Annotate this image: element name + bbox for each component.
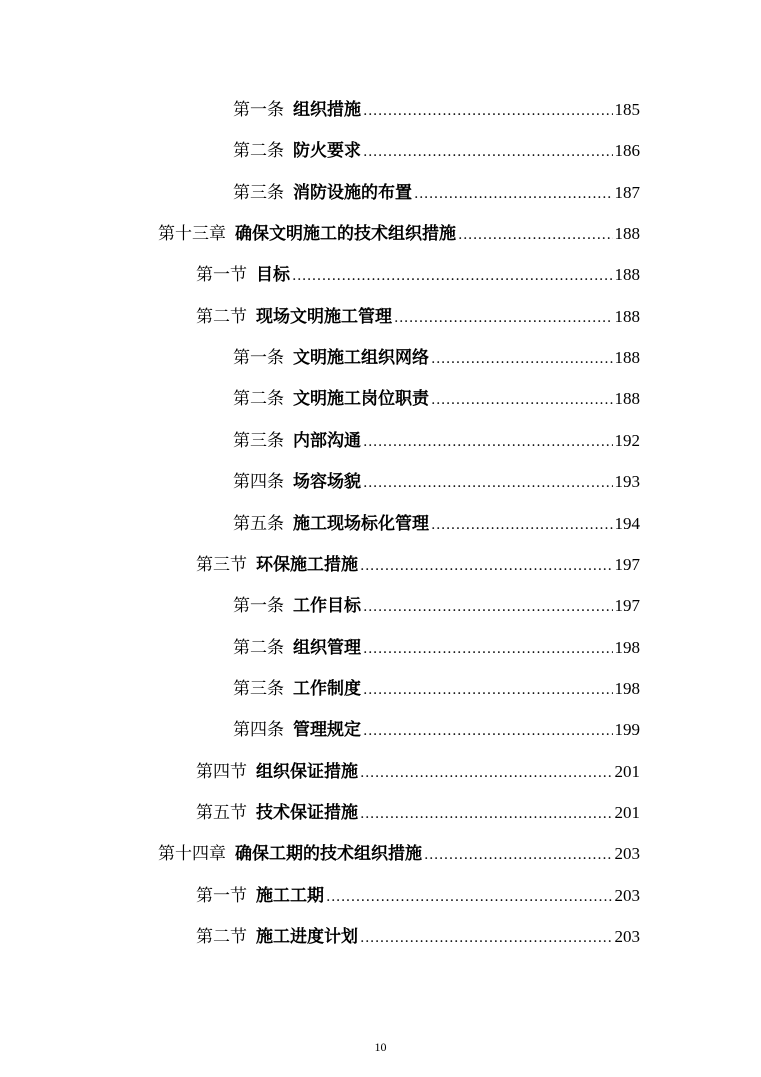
toc-dot-leader [431, 510, 613, 540]
toc-entry-title: 防火要求 [293, 141, 361, 162]
toc-entry-title: 文明施工组织网络 [293, 348, 429, 369]
toc-entry-page: 203 [614, 885, 640, 905]
toc-entry-page: 188 [614, 389, 640, 409]
toc-entry-number: 第四条 [233, 720, 284, 741]
toc-dot-leader [360, 799, 613, 829]
toc-entry-title: 技术保证措施 [256, 803, 358, 823]
toc-entry-number: 第三条 [233, 430, 284, 451]
toc-entry-number: 第一条 [233, 348, 284, 369]
toc-entry [233, 715, 640, 745]
toc-entry-title: 消防设施的布置 [293, 182, 412, 203]
toc-entry [158, 219, 640, 249]
toc-entry-page: 186 [614, 141, 640, 161]
toc-entry-title: 组织保证措施 [256, 761, 358, 782]
toc-entry-title: 文明施工岗位职责 [293, 389, 429, 410]
page-number: 10 [374, 1040, 387, 1054]
toc-entry-number: 第一节 [196, 265, 247, 286]
toc-dot-leader [326, 882, 613, 912]
toc-entry [196, 757, 640, 787]
toc-dot-leader [363, 634, 613, 664]
toc-entry-title: 施工工期 [256, 885, 324, 906]
toc-dot-leader [363, 675, 613, 705]
toc-dot-leader [360, 551, 613, 581]
toc-entry-page: 203 [614, 844, 640, 864]
toc-entry-number: 第五节 [196, 803, 247, 823]
toc-entry-page: 199 [614, 720, 640, 740]
toc-entry [196, 922, 640, 952]
toc-entry-page: 197 [614, 596, 640, 616]
toc-entry [233, 384, 640, 414]
toc-entry-number: 第二条 [233, 637, 284, 658]
toc-entry-page: 198 [614, 678, 640, 698]
toc-entry [233, 178, 640, 208]
toc-dot-leader [431, 385, 613, 415]
toc-dot-leader [458, 220, 613, 250]
toc-entry-title: 工作制度 [293, 678, 361, 699]
toc-entry-page: 194 [614, 513, 640, 533]
toc-entry-page: 192 [614, 430, 640, 450]
toc-dot-leader [363, 592, 613, 622]
toc-entry-page: 188 [614, 265, 640, 285]
toc-entry-page: 185 [614, 100, 640, 119]
toc-dot-leader [424, 840, 613, 870]
toc-entry-title: 工作目标 [293, 596, 361, 617]
toc-entry [233, 509, 640, 539]
toc-entry [233, 591, 640, 621]
toc-entry [233, 343, 640, 373]
toc-entry-number: 第四节 [196, 761, 247, 782]
toc-dot-leader [363, 96, 613, 126]
toc-entry-page: 198 [614, 637, 640, 657]
toc-entry-number: 第三节 [196, 554, 247, 575]
toc-entry-number: 第一节 [196, 885, 247, 906]
toc-entry-title: 管理规定 [293, 720, 361, 741]
toc-entry [233, 467, 640, 497]
toc-dot-leader [363, 716, 613, 746]
toc-entry [196, 798, 640, 828]
toc-entry-title: 环保施工措施 [256, 554, 358, 575]
toc-entry-number: 第十四章 [158, 844, 226, 865]
toc-entry [158, 839, 640, 869]
toc-dot-leader [360, 758, 613, 788]
toc-dot-leader [363, 427, 613, 457]
toc-entry-title: 施工现场标化管理 [293, 513, 429, 534]
toc-entry [196, 550, 640, 580]
toc-entry-number: 第十三章 [158, 224, 226, 245]
toc-entry-number: 第一条 [233, 100, 284, 120]
toc-dot-leader [360, 923, 613, 953]
toc-entry-title: 确保文明施工的技术组织措施 [235, 224, 456, 245]
toc-entry-title: 组织措施 [293, 100, 361, 120]
toc-dot-leader [292, 261, 613, 291]
toc-dot-leader [394, 303, 613, 333]
toc-dot-leader [363, 468, 613, 498]
toc-entry-page: 203 [614, 927, 640, 946]
toc-entry-page: 188 [614, 224, 640, 244]
toc-entry-title: 确保工期的技术组织措施 [235, 844, 422, 865]
toc-dot-leader [414, 179, 613, 209]
toc-entry [233, 426, 640, 456]
toc-entry [196, 302, 640, 332]
toc-entry-page: 201 [614, 761, 640, 781]
toc-entry-number: 第二节 [196, 927, 247, 947]
toc-entry [233, 136, 640, 166]
toc-entry-title: 目标 [256, 265, 290, 286]
toc-entry-page: 193 [614, 472, 640, 492]
toc-entry-page: 187 [614, 182, 640, 202]
toc-entry-number: 第三条 [233, 678, 284, 699]
toc-entry-title: 内部沟通 [293, 430, 361, 451]
toc-entry [233, 674, 640, 704]
toc-entry-number: 第二节 [196, 306, 247, 327]
toc-entry-title: 现场文明施工管理 [256, 306, 392, 327]
toc-entry [196, 881, 640, 911]
toc-entry-page: 188 [614, 306, 640, 326]
toc-dot-leader [431, 344, 613, 374]
toc-entry-title: 施工进度计划 [256, 927, 358, 947]
toc-entry-number: 第二条 [233, 141, 284, 162]
toc-entry-number: 第五条 [233, 513, 284, 534]
toc-entry [233, 633, 640, 663]
toc-entry-page: 201 [614, 803, 640, 822]
toc-entry-title: 组织管理 [293, 637, 361, 658]
toc-entry-page: 188 [614, 348, 640, 368]
toc-entry-page: 197 [614, 554, 640, 574]
toc-entry-title: 场容场貌 [293, 472, 361, 493]
toc-entry-number: 第一条 [233, 596, 284, 617]
toc-entry-number: 第三条 [233, 182, 284, 203]
toc-entry [233, 95, 640, 125]
toc-entry-number: 第二条 [233, 389, 284, 410]
toc-entry [196, 260, 640, 290]
toc-dot-leader [363, 137, 613, 167]
toc-entry-number: 第四条 [233, 472, 284, 493]
